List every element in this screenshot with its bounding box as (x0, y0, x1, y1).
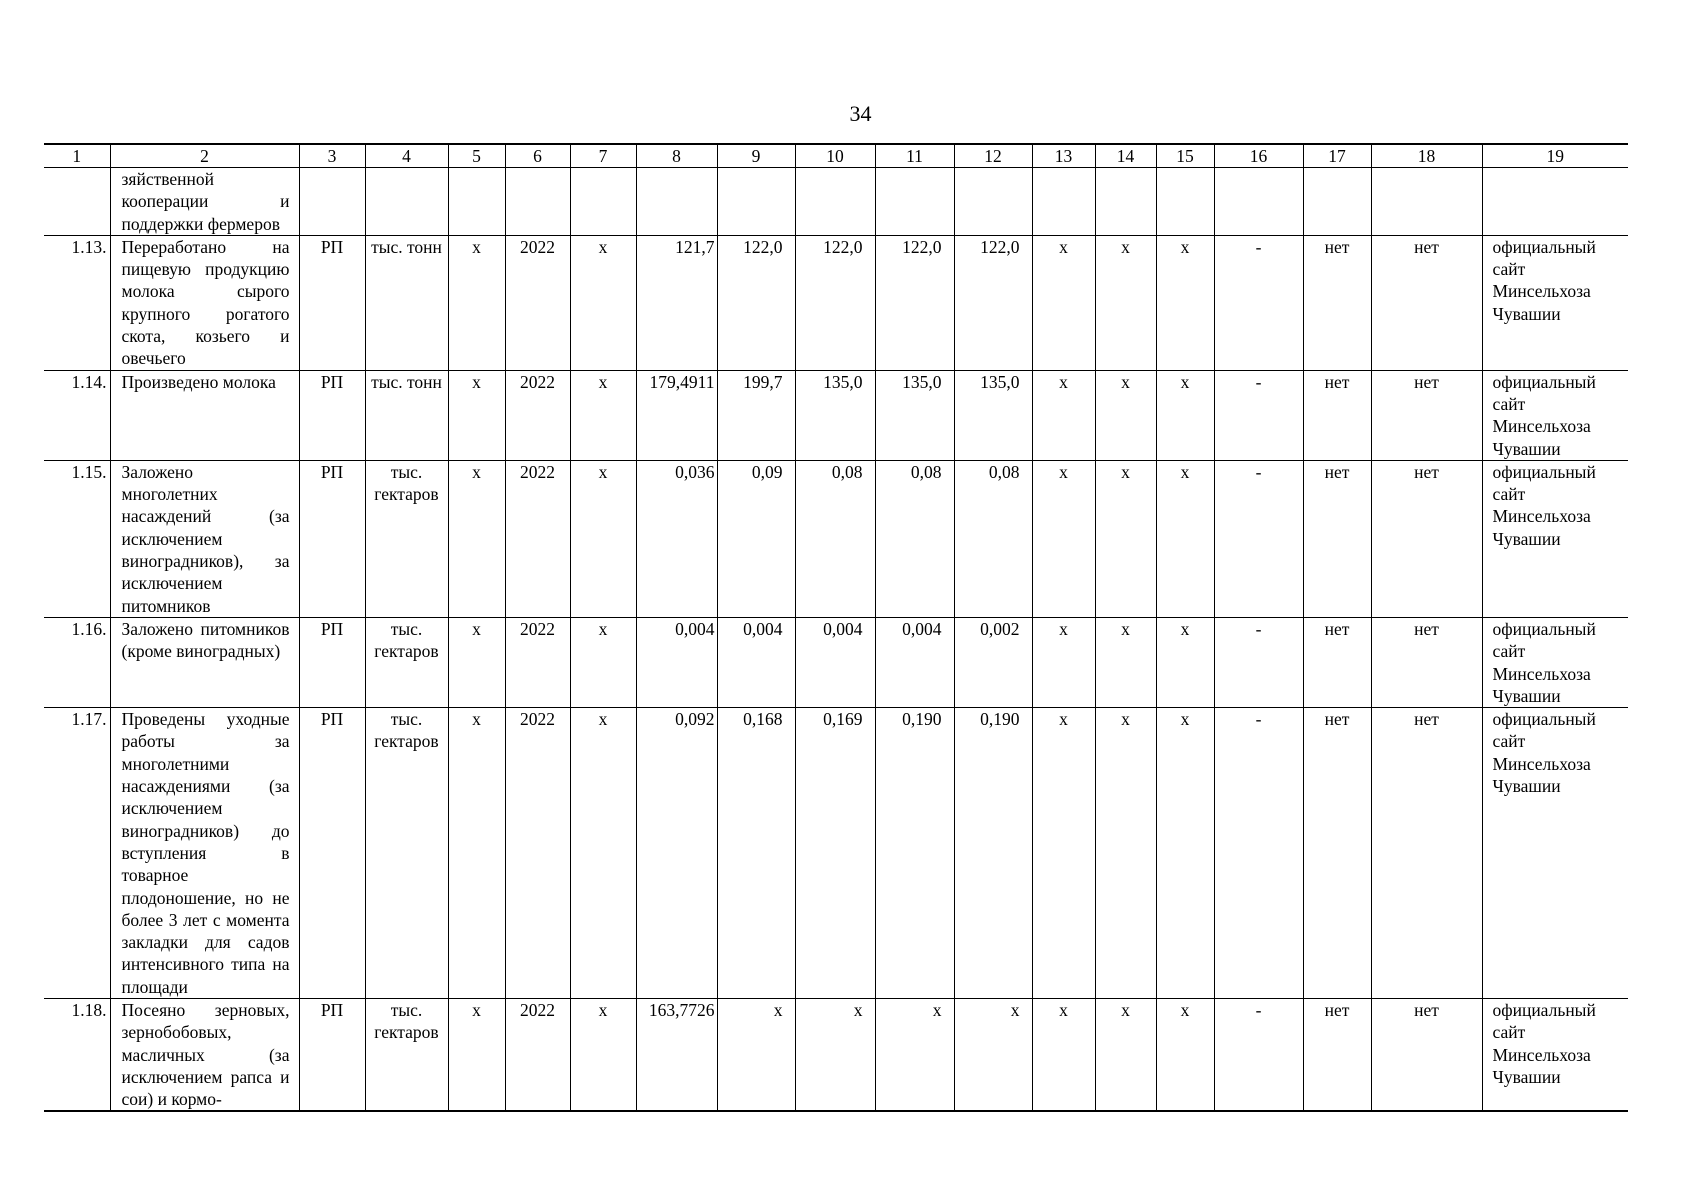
column-header: 1 (44, 144, 110, 168)
column-header: 5 (448, 144, 505, 168)
value-cell: 0,08 (795, 460, 875, 617)
cell-col-7: х (570, 998, 636, 1111)
table-row (44, 998, 1628, 1111)
column-header: 4 (365, 144, 448, 168)
cell-col-14 (1095, 168, 1156, 236)
column-header: 11 (875, 144, 954, 168)
table-row (44, 168, 1628, 236)
cell-col-16: - (1214, 460, 1303, 617)
cell-col-16 (1214, 168, 1303, 236)
source-cell: официальный сайт Минсельхоза Чувашии (1482, 370, 1628, 460)
cell-col-13: х (1032, 708, 1095, 999)
cell-col-13: х (1032, 235, 1095, 370)
cell-col-16: - (1214, 708, 1303, 999)
source-cell: официальный сайт Минсельхоза Чувашии (1482, 998, 1628, 1111)
column-header: 12 (954, 144, 1032, 168)
base-value-cell (636, 168, 717, 236)
cell-col-14: х (1095, 370, 1156, 460)
base-value-cell: 0,092 (636, 708, 717, 999)
cell-col-18: нет (1371, 617, 1482, 707)
base-year-cell: 2022 (505, 460, 570, 617)
cell-col-7: х (570, 370, 636, 460)
indicator-name-cell: Заложено многолетних насаждений (за исключением виноградников), за исключением питомников (110, 460, 299, 617)
cell-col-17: нет (1303, 370, 1371, 460)
cell-col-5: х (448, 708, 505, 999)
cell-col-18: нет (1371, 460, 1482, 617)
cell-col-14: х (1095, 460, 1156, 617)
base-year-cell: 2022 (505, 235, 570, 370)
cell-col-7 (570, 168, 636, 236)
cell-col-14: х (1095, 617, 1156, 707)
cell-col-18: нет (1371, 708, 1482, 999)
indicator-name-cell: Произведено молока (110, 370, 299, 460)
base-value-cell: 0,036 (636, 460, 717, 617)
indicator-name-cell: Посеяно зерновых, зернобобовых, масличных (за исключением рапса и сои) и кормо- (110, 998, 299, 1111)
cell-col-15: х (1156, 370, 1214, 460)
source-cell (1482, 168, 1628, 236)
cell-col-18 (1371, 168, 1482, 236)
source-cell: официальный сайт Минсельхоза Чувашии (1482, 708, 1628, 999)
value-cell: х (717, 998, 795, 1111)
cell-col-17: нет (1303, 235, 1371, 370)
column-number-row (44, 144, 1628, 168)
cell-col-16: - (1214, 370, 1303, 460)
cell-col-5: х (448, 235, 505, 370)
base-value-cell: 163,7726 (636, 998, 717, 1111)
value-cell: 0,09 (717, 460, 795, 617)
value-cell: х (875, 998, 954, 1111)
base-year-cell (505, 168, 570, 236)
indicator-type-cell: РП (299, 708, 365, 999)
indicator-name-cell: Переработано на пищевую продукцию молока сырого крупного рогатого скота, козьего и овечьего (110, 235, 299, 370)
cell-col-15 (1156, 168, 1214, 236)
cell-col-5: х (448, 617, 505, 707)
source-cell: официальный сайт Минсельхоза Чувашии (1482, 235, 1628, 370)
value-cell: 0,004 (717, 617, 795, 707)
indicator-type-cell: РП (299, 998, 365, 1111)
value-cell: 122,0 (875, 235, 954, 370)
value-cell (875, 168, 954, 236)
indicator-type-cell: РП (299, 235, 365, 370)
cell-col-13: х (1032, 460, 1095, 617)
value-cell: 0,004 (875, 617, 954, 707)
column-header: 7 (570, 144, 636, 168)
column-header: 15 (1156, 144, 1214, 168)
base-year-cell: 2022 (505, 617, 570, 707)
column-header: 2 (110, 144, 299, 168)
value-cell: 135,0 (795, 370, 875, 460)
base-value-cell: 0,004 (636, 617, 717, 707)
cell-col-14: х (1095, 235, 1156, 370)
cell-col-15: х (1156, 998, 1214, 1111)
indicators-table (44, 143, 1628, 1112)
column-header: 16 (1214, 144, 1303, 168)
cell-col-18: нет (1371, 235, 1482, 370)
column-header: 19 (1482, 144, 1628, 168)
cell-col-16: - (1214, 235, 1303, 370)
cell-col-18: нет (1371, 998, 1482, 1111)
value-cell: 0,002 (954, 617, 1032, 707)
cell-col-15: х (1156, 708, 1214, 999)
cell-col-14: х (1095, 998, 1156, 1111)
cell-col-17: нет (1303, 617, 1371, 707)
unit-cell: тыс. тонн (365, 370, 448, 460)
column-header: 18 (1371, 144, 1482, 168)
base-year-cell: 2022 (505, 370, 570, 460)
value-cell: 0,08 (875, 460, 954, 617)
row-number-cell: 1.18. (44, 998, 110, 1111)
cell-col-7: х (570, 708, 636, 999)
cell-col-18: нет (1371, 370, 1482, 460)
value-cell: 199,7 (717, 370, 795, 460)
table-row (44, 460, 1628, 617)
page-number: 34 (849, 101, 872, 126)
base-year-cell: 2022 (505, 998, 570, 1111)
cell-col-13: х (1032, 998, 1095, 1111)
indicator-name-cell: Проведены уходные работы за многолетними насаждениями (за исключением виноградников) до вступления в товарное плодоношение, но не более 3 лет с момента закладки для садов интенсивного типа на площади (110, 708, 299, 999)
value-cell: 122,0 (717, 235, 795, 370)
cell-col-16: - (1214, 998, 1303, 1111)
base-value-cell: 179,4911 (636, 370, 717, 460)
column-header: 9 (717, 144, 795, 168)
cell-col-17 (1303, 168, 1371, 236)
row-number-cell: 1.13. (44, 235, 110, 370)
source-cell: официальный сайт Минсельхоза Чувашии (1482, 617, 1628, 707)
cell-col-14: х (1095, 708, 1156, 999)
value-cell: 122,0 (954, 235, 1032, 370)
value-cell: 0,190 (954, 708, 1032, 999)
base-year-cell: 2022 (505, 708, 570, 999)
indicator-name-cell: зяйственной кооперации и поддержки фермеров (110, 168, 299, 236)
indicator-type-cell: РП (299, 617, 365, 707)
value-cell: 122,0 (795, 235, 875, 370)
cell-col-5: х (448, 370, 505, 460)
cell-col-13 (1032, 168, 1095, 236)
table-row (44, 370, 1628, 460)
column-header: 6 (505, 144, 570, 168)
value-cell (954, 168, 1032, 236)
row-number-cell: 1.16. (44, 617, 110, 707)
cell-col-5: х (448, 460, 505, 617)
base-value-cell: 121,7 (636, 235, 717, 370)
value-cell: 0,004 (795, 617, 875, 707)
value-cell: х (954, 998, 1032, 1111)
row-number-cell: 1.17. (44, 708, 110, 999)
cell-col-5 (448, 168, 505, 236)
cell-col-7: х (570, 617, 636, 707)
value-cell (717, 168, 795, 236)
table-row (44, 235, 1628, 370)
source-cell: официальный сайт Минсельхоза Чувашии (1482, 460, 1628, 617)
value-cell: 0,168 (717, 708, 795, 999)
value-cell: х (795, 998, 875, 1111)
value-cell: 0,08 (954, 460, 1032, 617)
cell-col-16: - (1214, 617, 1303, 707)
cell-col-5: х (448, 998, 505, 1111)
value-cell: 0,169 (795, 708, 875, 999)
column-header: 3 (299, 144, 365, 168)
unit-cell (365, 168, 448, 236)
cell-col-17: нет (1303, 460, 1371, 617)
value-cell: 135,0 (954, 370, 1032, 460)
unit-cell: тыс. гектаров (365, 998, 448, 1111)
table-row (44, 708, 1628, 999)
cell-col-15: х (1156, 235, 1214, 370)
cell-col-15: х (1156, 617, 1214, 707)
cell-col-13: х (1032, 617, 1095, 707)
value-cell (795, 168, 875, 236)
indicator-type-cell: РП (299, 370, 365, 460)
cell-col-7: х (570, 235, 636, 370)
cell-col-15: х (1156, 460, 1214, 617)
column-header: 10 (795, 144, 875, 168)
cell-col-17: нет (1303, 998, 1371, 1111)
column-header: 13 (1032, 144, 1095, 168)
column-header: 14 (1095, 144, 1156, 168)
value-cell: 135,0 (875, 370, 954, 460)
row-number-cell: 1.15. (44, 460, 110, 617)
cell-col-13: х (1032, 370, 1095, 460)
unit-cell: тыс. гектаров (365, 617, 448, 707)
column-header: 8 (636, 144, 717, 168)
unit-cell: тыс. тонн (365, 235, 448, 370)
row-number-cell (44, 168, 110, 236)
unit-cell: тыс. гектаров (365, 708, 448, 999)
column-header: 17 (1303, 144, 1371, 168)
indicator-type-cell (299, 168, 365, 236)
cell-col-17: нет (1303, 708, 1371, 999)
unit-cell: тыс. гектаров (365, 460, 448, 617)
indicator-type-cell: РП (299, 460, 365, 617)
indicator-name-cell: Заложено питомников (кроме виноградных) (110, 617, 299, 707)
cell-col-7: х (570, 460, 636, 617)
table-row (44, 617, 1628, 707)
row-number-cell: 1.14. (44, 370, 110, 460)
value-cell: 0,190 (875, 708, 954, 999)
